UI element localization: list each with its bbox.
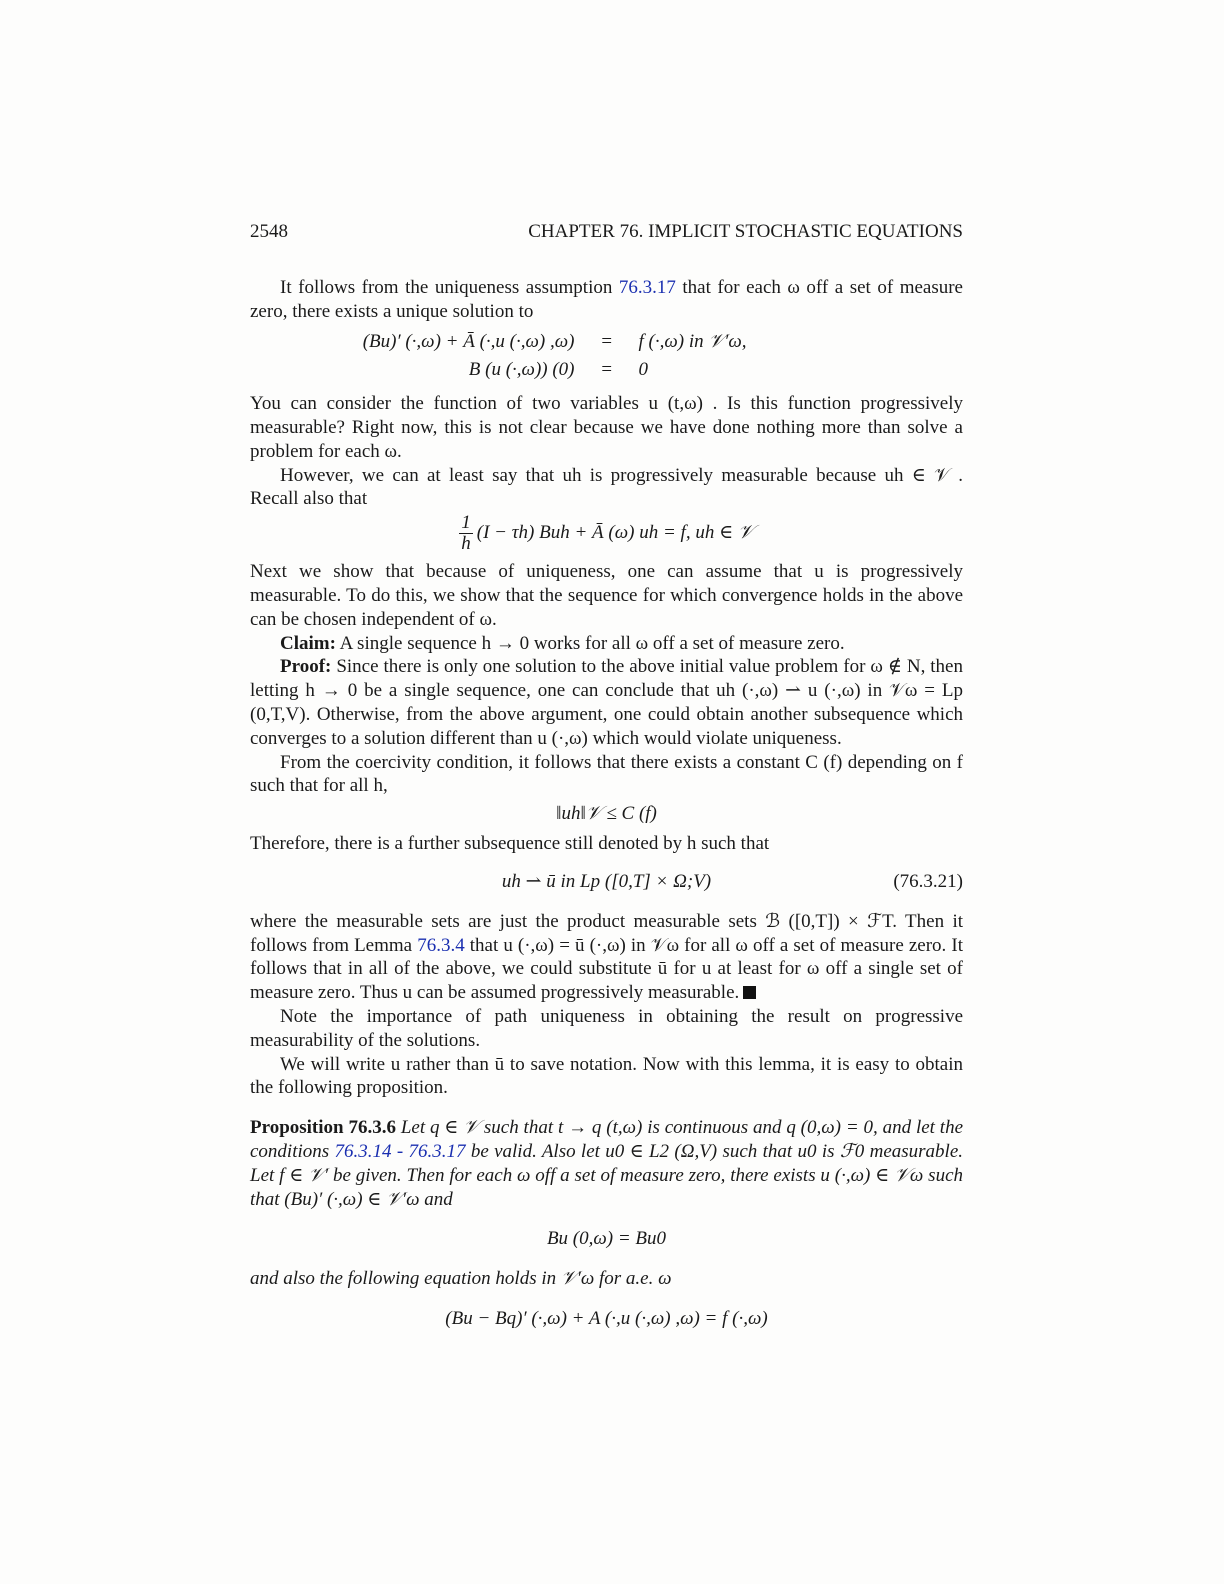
claim-text: A single sequence h → 0 works for all ω off a set of measure zero. xyxy=(335,632,845,654)
eq-row1-lhs: (Bu)′ (·,ω) + Ā (·,u (·,ω) ,ω) xyxy=(362,330,575,352)
fraction-denominator: h xyxy=(461,533,471,555)
text-segment: that u (·,ω) = ū (·,ω) in 𝒱ω for all ω off a set of measure zero. It follows that in all of the above, we could substitute ū for u at least for ω off a single set of measure zero. Thus u can be assumed progressively measurable. xyxy=(250,934,963,1004)
paragraph-recall: However, we can at least say that uh is progressively measurable because uh ∈ 𝒱 . Recall also that xyxy=(250,464,963,510)
ref-link-76-3-17-prop[interactable]: 76.3.17 xyxy=(408,1140,466,1162)
paragraph-note: Note the importance of path uniqueness in obtaining the result on progressive measurability of the solutions. xyxy=(250,1005,963,1051)
text-segment: Let q ∈ 𝒱 such that t → q (t,ω) is continuous and q (0,ω) = 0, and let the conditions xyxy=(250,1117,964,1162)
text-segment: that for each ω off a set of measure zero, there exists a unique solution to xyxy=(250,277,963,322)
proof xyxy=(250,655,963,750)
equation-expression: uh ⇀ ū in Lp ([0,T] × Ω;V) xyxy=(501,870,712,892)
claim xyxy=(250,632,963,656)
paragraph-uniqueness xyxy=(250,276,963,324)
equation-number: (76.3.21) xyxy=(893,870,963,892)
equation-initial: Bu (0,ω) = Bu0 xyxy=(546,1228,667,1250)
paragraph-equation-holds: and also the following equation holds in 𝒱′ω for a.e. ω xyxy=(250,1268,672,1290)
ref-link-76-3-4[interactable]: 76.3.4 xyxy=(417,934,465,956)
equation-76-3-21 xyxy=(250,870,963,894)
qed-square-icon xyxy=(743,986,756,999)
chapter-title: CHAPTER 76. IMPLICIT STOCHASTIC EQUATIONS xyxy=(528,221,963,242)
fraction xyxy=(459,513,473,554)
proposition-76-3-6 xyxy=(250,1116,963,1211)
page-header xyxy=(250,221,963,245)
equation-bound: ‖uh‖𝒱 ≤ C (f) xyxy=(556,803,657,825)
paragraph-two-variables: You can consider the function of two variables u (t,ω) . Is this function progressively measurable? Right now, this is not clear because we have done nothing more than solve a problem for each ω. xyxy=(250,393,963,462)
page-number: 2548 xyxy=(250,221,288,242)
ref-link-76-3-14[interactable]: 76.3.14 xyxy=(334,1140,392,1162)
equation-discrete xyxy=(250,513,963,554)
text-segment: where the measurable sets are just the product measurable sets ℬ ([0,T]) × ℱT. Then it follows from Lemma xyxy=(250,910,963,956)
paragraph-coercivity: From the coercivity condition, it follows that there exists a constant C (f) depending on f such that for all h, xyxy=(250,751,963,797)
equation-system xyxy=(250,330,963,383)
eq-row1-rel: = xyxy=(600,330,613,352)
paragraph-measurable-sets xyxy=(250,910,963,1005)
eq-row2-rel: = xyxy=(600,359,613,381)
proof-text: Since there is only one solution to the above initial value problem for ω ∉ N, then letting h → 0 be a single sequence, one can conclude that uh (·,ω) ⇀ u (·,ω) in 𝒱ω = Lp (0,T,V). Otherwise, from the above argument, one could obtain another subsequence which converges to a solution different than u (·,ω) which would violate uniqueness. xyxy=(250,656,963,749)
paragraph-notation: We will write u rather than ū to save notation. Now with this lemma, it is easy to obtain the following proposition. xyxy=(250,1053,963,1099)
equation-main: (Bu − Bq)′ (·,ω) + A (·,u (·,ω) ,ω) = f (·,ω) xyxy=(445,1307,768,1329)
text-segment: be valid. Also let u0 ∈ L2 (Ω,V) such that u0 is ℱ0 measurable. Let f ∈ 𝒱′ be given. Then for each ω off a set of measure zero, there exists u (·,ω) ∈ 𝒱ω such that (Bu)′ (·,ω) ∈ 𝒱′ω and xyxy=(250,1140,963,1210)
eq-row2-rhs: 0 xyxy=(638,359,648,381)
eq-row2-lhs: B (u (·,ω)) (0) xyxy=(468,359,575,381)
text-segment: It follows from the uniqueness assumption xyxy=(280,277,619,298)
main-text xyxy=(250,276,963,1331)
ref-link-76-3-17[interactable]: 76.3.17 xyxy=(618,277,676,298)
equation-rest: (I − τh) Buh + Ā (ω) uh = f, uh ∈ 𝒱 xyxy=(476,522,754,544)
proposition-label: Proposition 76.3.6 xyxy=(250,1117,396,1139)
eq-row1-rhs: f (·,ω) in 𝒱′ω, xyxy=(638,330,747,352)
paragraph-next: Next we show that because of uniqueness, one can assume that u is progressively measurable. To do this, we show that the sequence for which convergence holds in the above can be chosen independent of ω. xyxy=(250,561,963,630)
claim-label: Claim: xyxy=(280,632,336,654)
proof-label: Proof: xyxy=(280,656,332,678)
paragraph-therefore: Therefore, there is a further subsequence still denoted by h such that xyxy=(250,832,770,854)
text-segment: - xyxy=(391,1140,409,1162)
fraction-numerator: 1 xyxy=(461,512,471,534)
